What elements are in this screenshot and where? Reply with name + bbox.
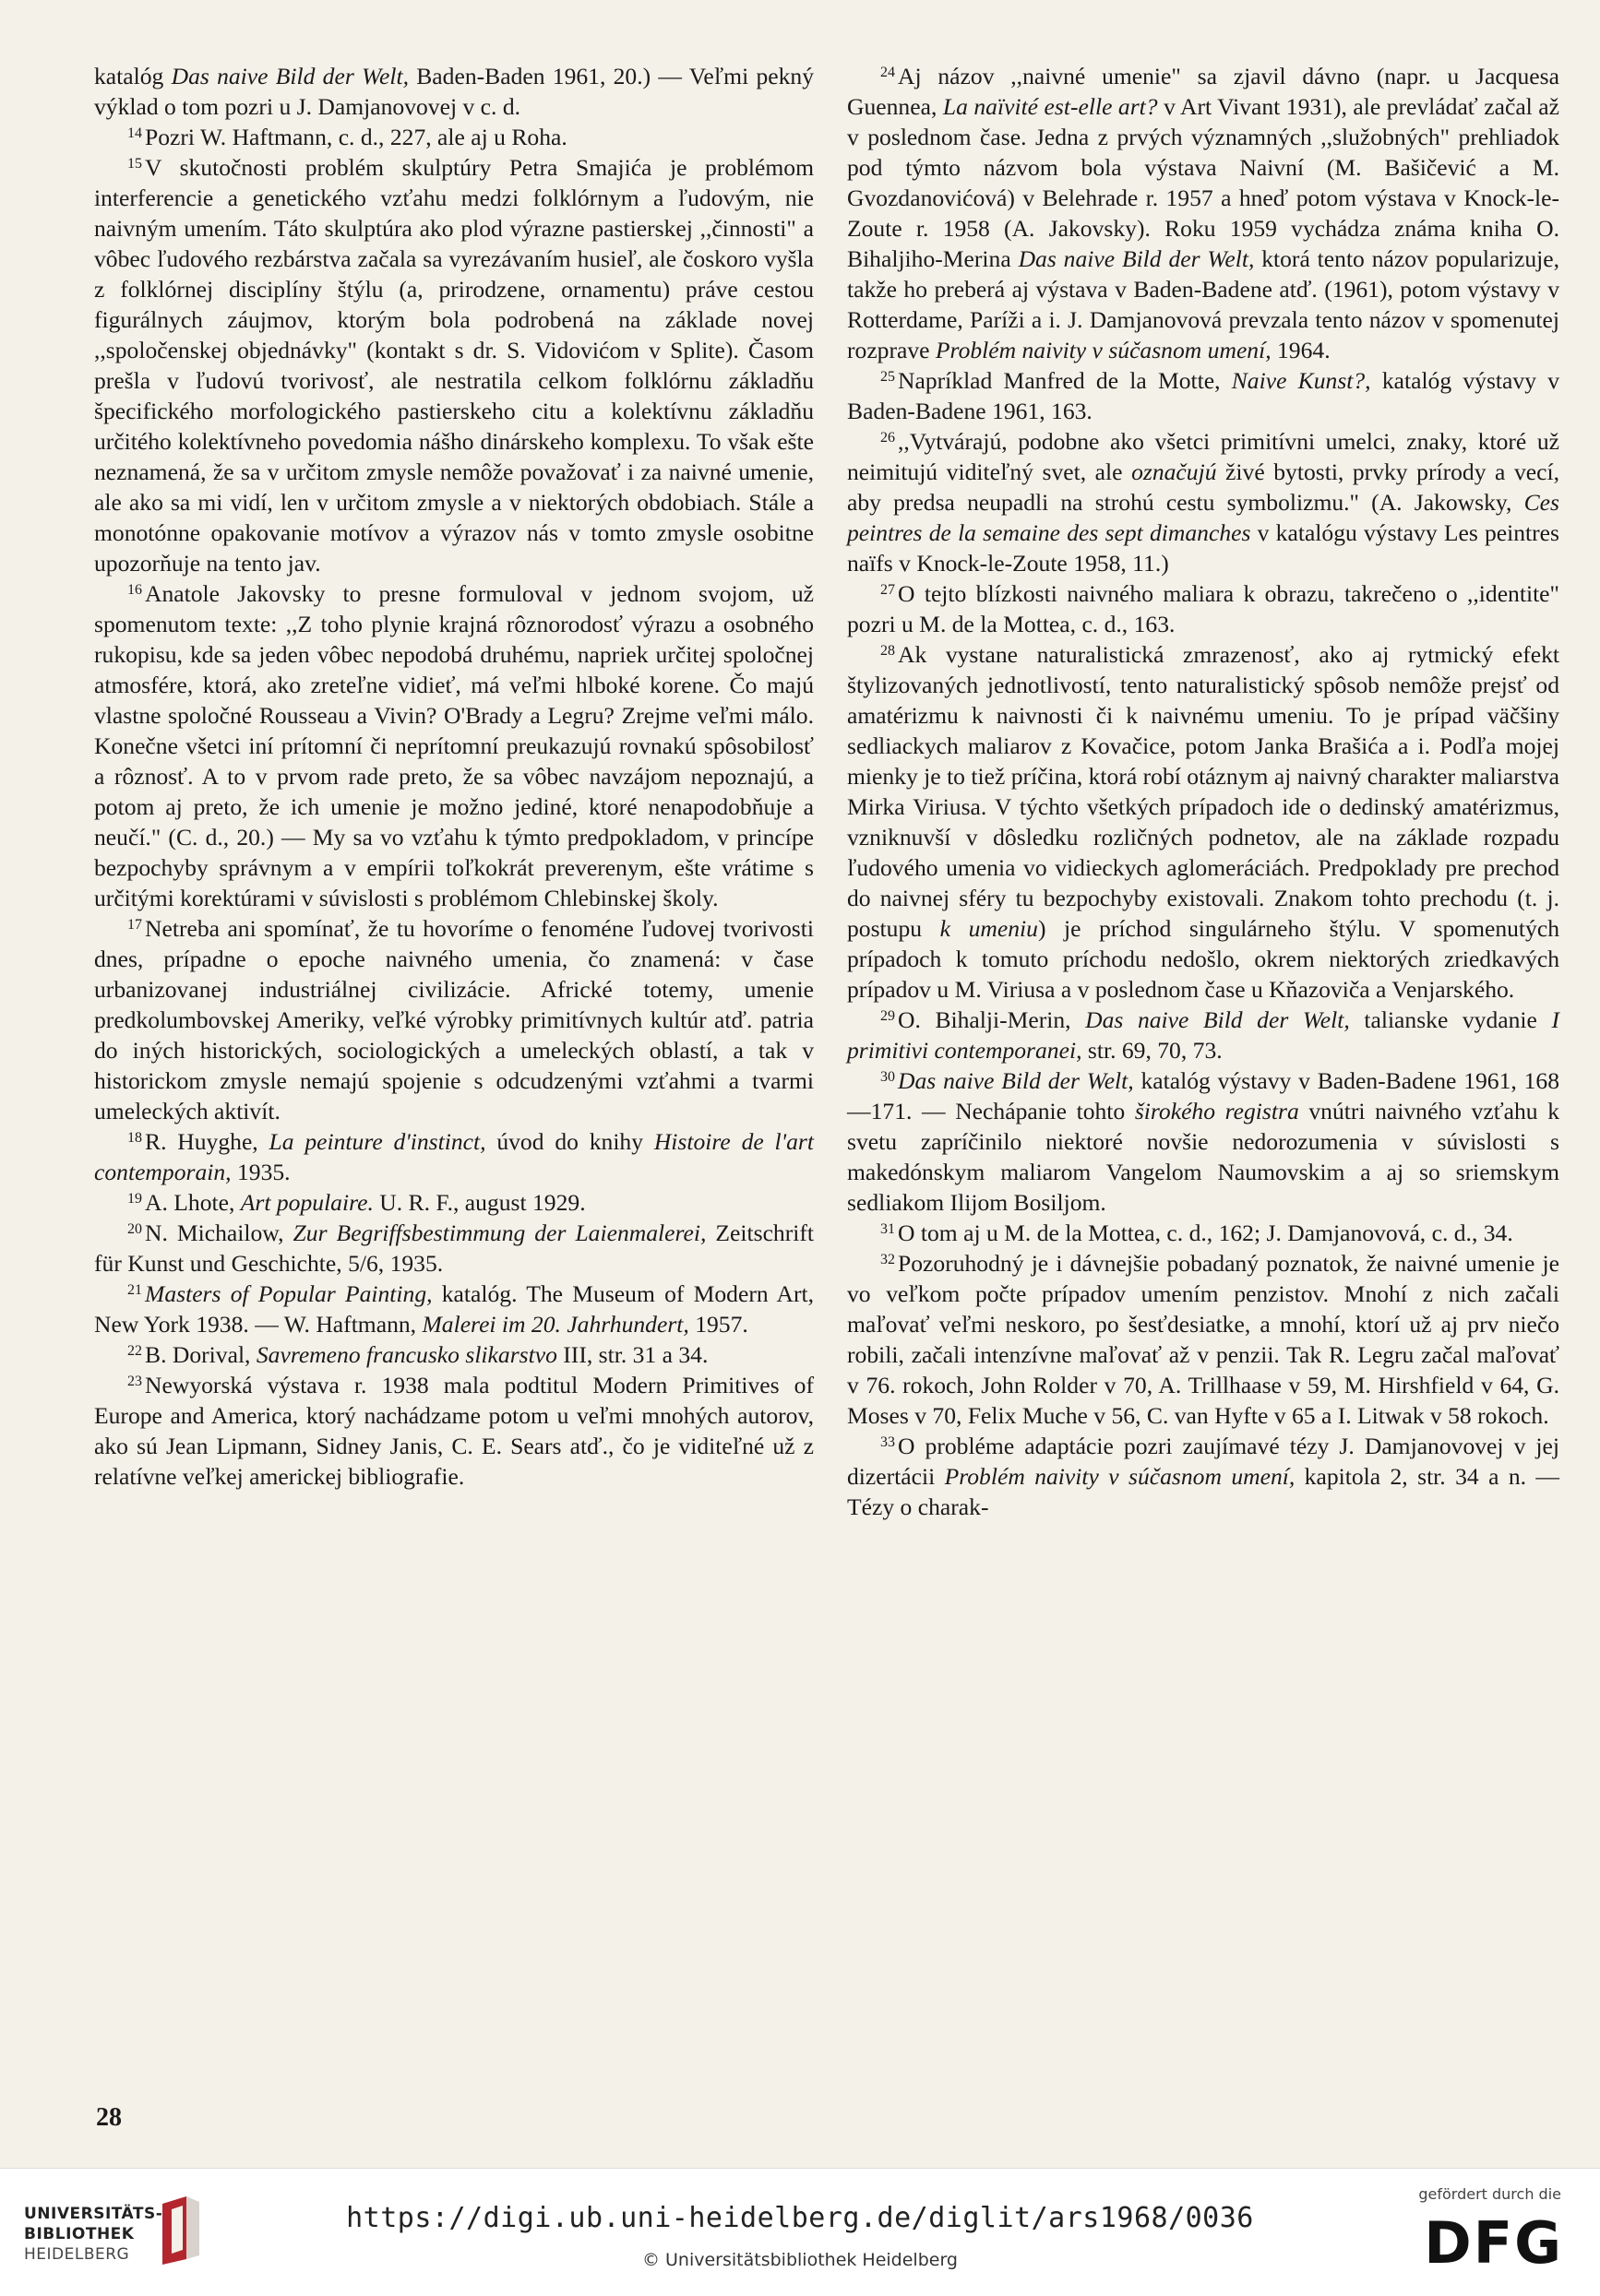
library-line-3: HEIDELBERG — [24, 2245, 130, 2264]
footnote-paragraph: $^{16}$ Anatole Jakovsky to presne formuloval v jednom svojom, už spomenutom texte: ,,Z toho plynie krajná rôznorodosť výrazu a osobného rukopisu, kde sa jeden vôbec nepodobá druhému, napriek určitej spoločnej atmosfére, ktorá, ako zreteľne vidieť, má veľmi hlboké korene. Čo majú vlastne spoločné Rousseau a Vivin? O'Brady a Legru? Zrejme veľmi málo. Konečne všetci iní prítomní či neprítomní preukazujú rovnakú spôsobilosť a rôznosť. A to v prvom rade preto, že sa vôbec navzájom nepoznajú, a potom aj preto, že ich umenie je možno jediné, ktoré nenapodobňuje a neučí." (C. d., 20.) — My sa vo vzťahu k týmto predpokladom, v princípe bezpochyby správnym a v empírii toľkokrát preverenym, ešte vrátime s určitými korektúrami v súvislosti s problémom Chlebinskej školy. — [94, 580, 814, 911]
funder-caption: gefördert durch die — [1418, 2185, 1561, 2203]
footnote-paragraph: $^{22}$ B. Dorival, Savremeno francusko slikarstvo III, str. 31 a 34. — [127, 1341, 709, 1368]
footnote-paragraph: $^{28}$ Ak vystane naturalistická zmrazenosť, ako aj rytmický efekt štylizovaných jednotlivostí, tento naturalistický spôsob nemôže prejsť od amatérizmu k naivnosti či k naivnému umeniu. To je prípad väčšiny sedliackych maliarov z Kovačice, potom Janka Brašića a i. Podľa mojej mienky je to tiež príčina, ktorá robí otáznym aj naivný charakter maliarstva Mirka Viriusa. V týchto všetkých prípadoch ide o dedinský amatérizmus, vzniknuvší v dôsledku rozličných podnetov, ale na základe rozpadu ľudového umenia vo vidieckych aglomeráciách. Predpoklady pre prechod do naivnej sféry tu bezpochyby existovali. Znakom tohto prechodu (t. j. postupu k umeniu) je príchod singulárneho štýlu. V spomenutých prípadoch k tomuto príchodu nedošlo, okrem niektorých zriedkavých prípadov u M. Viriusa a v poslednom čase u Kňazoviča a Venjarského. — [847, 641, 1559, 1003]
footnote-paragraph: $^{33}$ O probléme adaptácie pozri zaujímavé tézy J. Damjanovovej v jej dizertácii Problém naivity v súčasnom umení, kapitola 2, str. 34 a n. — Tézy o charak- — [847, 1433, 1560, 1520]
footnote-paragraph: $^{19}$ A. Lhote, Art populaire. U. R. F., august 1929. — [127, 1189, 586, 1216]
footnote-paragraph: $^{29}$ O. Bihalji-Merin, Das naive Bild der Welt, talianske vydanie I primitivi contemporanei, str. 69, 70, 73. — [847, 1006, 1559, 1064]
copyright-notice: © Universitätsbibliothek Heidelberg — [641, 2250, 958, 2270]
page-number: 28 — [96, 2103, 122, 2132]
library-line-1: UNIVERSITÄTS- — [24, 2205, 163, 2223]
footnote-paragraph: $^{20}$ N. Michailow, Zur Begriffsbestimmung der Laienmalerei, Zeitschrift für Kunst und Geschichte, 5/6, 1935. — [94, 1219, 814, 1277]
footnote-paragraph: $^{24}$ Aj názov ,,naivné umenie" sa zjavil dávno (napr. u Jacquesa Guennea, La naïvité est-elle art? v Art Vivant 1931), ale prevládať začal až v poslednom čase. Jedna z prvých významných ,,služobných" prehliadok pod týmto názvom bola výstava Naivní (M. Bašičević a M. Gvozdanovićová) v Belehrade r. 1957 a hneď potom výstava v Knock-le-Zoute r. 1958 (A. Jakovsky). Roku 1959 vychádza známa kniha O. Bihalјiho-Merina Das naive Bild der Welt, ktorá tento názov popularizuje, takže ho preberá aj výstava v Baden-Badene atď. (1961), potom výstavy v Rotterdame, Paríži a i. J. Damjanovová prevzala tento názov v spomenutej rozprave Problém naivity v súčasnom umení, 1964. — [847, 63, 1560, 363]
footnote-paragraph: $^{26}$ ,,Vytvárajú, podobne ako všetci primitívni umelci, znaky, ktoré už neimitujú viditeľný svet, ale označujú živé bytosti, prvky prírody a vecí, aby predsa neupadli na strohú cestu symbolizmu." (A. Jakowsky, Ces peintres de la semaine des sept dimanches v katalógu výstavy Les peintres naïfs v Knock-le-Zoute 1958, 11.) — [847, 428, 1559, 577]
footnote-paragraph: $^{18}$ R. Huyghe, La peinture d'instinct, úvod do knihy Histoire de l'art contemporain, 1935. — [94, 1128, 814, 1185]
library-line-2: BIBLIOTHEK — [24, 2225, 135, 2243]
footnote-paragraph: $^{21}$ Masters of Popular Painting, katalóg. The Museum of Modern Art, New York 1938. — W. Haftmann, Malerei im 20. Jahrhundert, 1957. — [94, 1280, 814, 1338]
footnote-paragraph: $^{14}$ Pozri W. Haftmann, c. d., 227, ale aj u Roha. — [127, 124, 567, 150]
footnote-paragraph: $^{23}$ Newyorská výstava r. 1938 mala podtitul Modern Primitives of Europe and America, ktorý nachádzame potom u veľmi mnohých autorov, ako sú Jean Lipmann, Sidney Janis, C. E. Sears atď., čo je viditeľné už z relatívne veľkej americkej bibliografie. — [94, 1372, 814, 1490]
dfg-logo[interactable]: DFG — [1424, 2209, 1563, 2277]
footnote-paragraph: $^{25}$ Napríklad Manfred de la Motte, Naive Kunst?, katalóg výstavy v Baden-Badene 1961, 163. — [847, 367, 1560, 424]
footnote-paragraph: $^{17}$ Netreba ani spomínať, že tu hovoríme o fenoméne ľudovej tvorivosti dnes, prípadne o epoche naivného umenia, čo znamená: v čase urbanizovanej industriálnej civilizácie. Africké totemy, umenie predkolumbovskej Ameriky, veľké výrobky primitívnych kultúr atď. patria do iných historických, sociologických a umeleckých oblastí, a tak v historickom zmysle nemajú spojenie s odcudzenými vzťahmi a tvarmi umeleckých aktivít. — [94, 915, 814, 1124]
left-column — [94, 61, 814, 1492]
footnote-paragraph: $^{30}$ Das naive Bild der Welt, katalóg výstavy v Baden-Badene 1961, 168—171. — Nechápanie tohto širokého registra vnútri naivného vzťahu k svetu zapríčinilo niektoré novšie nedorozumenia v súvislosti s makedónskym maliarom Vangelom Naumovskim a aj so sriemskym sedliakom Ilijom Bosiljom. — [847, 1067, 1560, 1216]
footnote-paragraph: $^{15}$ V skutočnosti problém skulptúry Petra Smajića je problémom interferencie a genetického vzťahu medzi folklórnym a ľudovým, nie naivným umením. Táto skulptúra ako plod výrazne pastierskej ,,činnosti" a vôbec ľudového rezbárstva začala sa vyrezávaním husieľ, ale čoskoro vyšla z folklórnej disciplíny štýlu (a, prirodzene, ornamentu) práve cestou figurálnych záujmov, ktorým bola podrobená na základe novej ,,spoločenskej objednávky" (kontakt s dr. S. Vidovićom v Splite). Časom prešla v ľudovú tvorivosť, ale nestratila celkom folklórnu základňu špecifického morfologického pastierskeho citu a kolektívnu základňu určitého kolektívneho povedomia nášho dinárskeho komplexu. To však ešte neznamená, že sa v určitom zmysle nemôže považovať i za naivné umenie, ale ako sa mi vidí, len v určitom zmysle a v niektorých obdobiach. Stále a monotónne opakovanie motívov a výrazov nás v tomto zmysle osobitne upozorňuje na tento jav. — [94, 154, 814, 577]
permalink-url[interactable]: https://digi.ub.uni-heidelberg.de/diglit/ars1968/0036 — [346, 2202, 1254, 2234]
footnote-paragraph: $^{32}$ Pozoruhodný je i dávnejšie pobadaný poznatok, že naivné umenie je vo veľkom počte prípadov umením penzistov. Mnohí z nich začali maľovať veľmi neskoro, po šesťdesiatke, a mnohí, ktorí už aj prv niečo robili, začali intenzívne maľovať až v penzii. Tak R. Legru začal maľovať v 76. rokoch, John Rolder v 70, A. Trillhaase v 59, M. Hirshfield v 64, G. Moses v 70, Felix Muche v 56, C. van Hyfte v 65 a I. Litwak v 58 rokoch. — [847, 1250, 1559, 1429]
footnote-paragraph: $^{31}$ O tom aj u M. de la Mottea, c. d., 162; J. Damjanovová, c. d., 34. — [880, 1219, 1513, 1246]
footnote-paragraph: $^{27}$ O tejto blízkosti naivného maliara k obrazu, takrečeno o ,,identite" pozri u M. de la Mottea, c. d., 163. — [847, 580, 1559, 637]
footnote-paragraph: katalóg Das naive Bild der Welt, Baden-Baden 1961, 20.) — Veľmi pekný výklad o tom pozri u J. Damjanovovej v c. d. — [94, 63, 814, 120]
right-column — [847, 61, 1559, 1522]
viewer-footer — [0, 2168, 1600, 2296]
